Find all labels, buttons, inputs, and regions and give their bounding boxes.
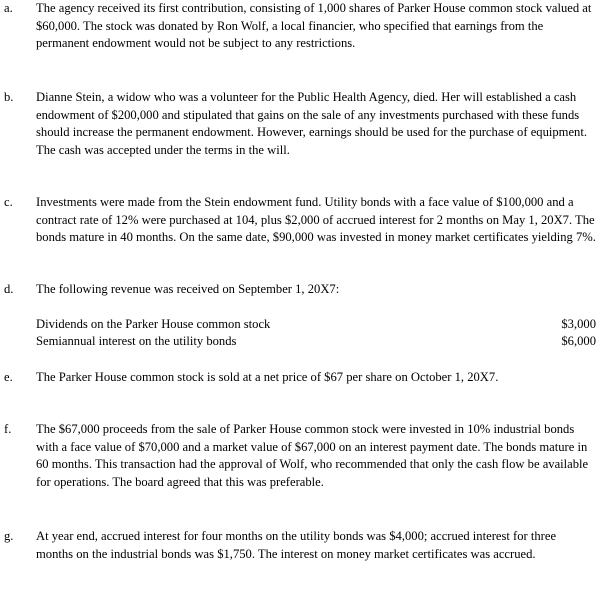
item-letter: d. bbox=[4, 282, 14, 296]
item-a bbox=[4, 0, 596, 53]
item-text: The $67,000 proceeds from the sale of Parker House common stock were invested in 10% industrial bonds with a face value of $70,000 and a market value of $67,000 on an interest payment date. The bonds mature in 60 months. This transaction had the approval of Wolf, who recommended that only the cash flow be available for operations. The board agreed that this was preferable. bbox=[36, 422, 589, 489]
item-g bbox=[4, 528, 596, 563]
item-letter: c. bbox=[4, 195, 13, 209]
item-letter: g. bbox=[4, 529, 14, 543]
item-f bbox=[4, 421, 596, 491]
item-letter: b. bbox=[4, 90, 14, 104]
item-letter: f. bbox=[4, 422, 12, 436]
revenue-row bbox=[36, 333, 596, 351]
item-text: At year end, accrued interest for four months on the utility bonds was $4,000; accrued interest for three months on the industrial bonds was $1,750. The interest on money market certificates was accrued. bbox=[36, 529, 557, 561]
item-e bbox=[4, 369, 596, 387]
revenue-label: Semiannual interest on the utility bonds bbox=[36, 334, 237, 349]
revenue-amount: $6,000 bbox=[561, 334, 596, 349]
item-text: Investments were made from the Stein endowment fund. Utility bonds with a face value of $100,000 and a contract rate of 12% were purchased at 104, plus $2,000 of accrued interest for 2 months on May 1, 20X7. The bonds mature in 40 months. On the same date, $90,000 was invested in money market certificates yielding 7%. bbox=[36, 195, 596, 245]
item-letter: a. bbox=[4, 1, 13, 15]
item-text: The agency received its first contribution, consisting of 1,000 shares of Parker House common stock valued at $60,000. The stock was donated by Ron Wolf, a local financier, who specified that earnings from the permanent endowment would not be subject to any restrictions. bbox=[36, 1, 592, 51]
item-b bbox=[4, 89, 596, 159]
item-text: Dianne Stein, a widow who was a volunteer for the Public Health Agency, died. Her will established a cash endowment of $200,000 and stipulated that gains on the sale of any investments purchased with these funds should increase the permanent endowment. However, earnings should be used for the purchase of equipment. The cash was accepted under the terms in the will. bbox=[36, 90, 588, 157]
item-text: The Parker House common stock is sold at a net price of $67 per share on October 1, 20X7. bbox=[36, 370, 499, 384]
item-text: The following revenue was received on September 1, 20X7: bbox=[36, 282, 340, 296]
item-letter: e. bbox=[4, 370, 13, 384]
revenue-amount: $3,000 bbox=[561, 316, 596, 331]
revenue-label: Dividends on the Parker House common stock bbox=[36, 316, 271, 331]
revenue-row bbox=[36, 316, 596, 334]
revenue-table bbox=[36, 316, 596, 351]
item-c bbox=[4, 194, 596, 247]
item-d bbox=[4, 281, 596, 351]
